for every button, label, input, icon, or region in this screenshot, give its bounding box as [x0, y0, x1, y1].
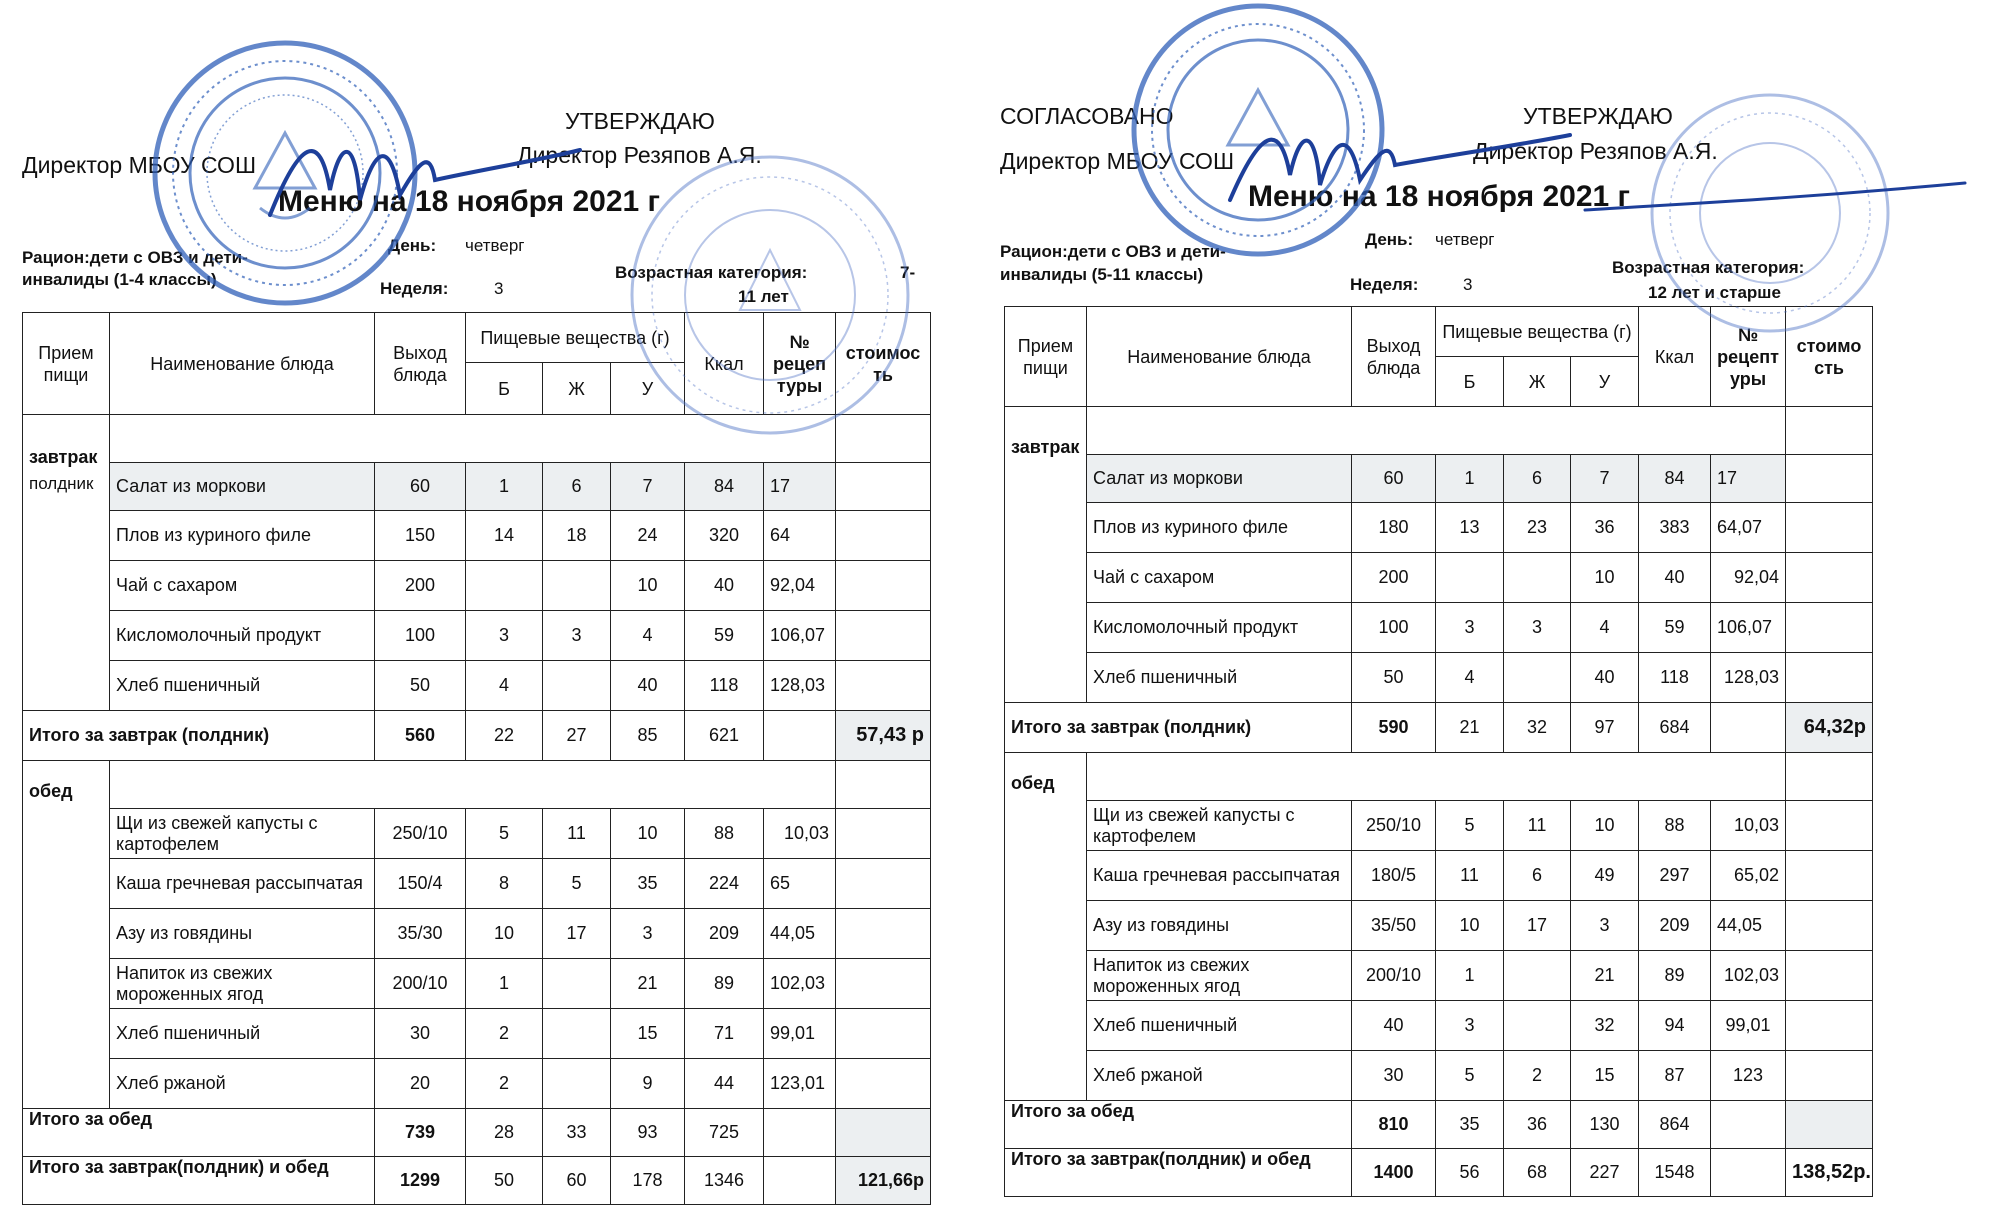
yield-value: 590 [1352, 703, 1436, 753]
kcal-value: 88 [1639, 801, 1711, 851]
day-value: четверг [1435, 230, 1495, 249]
dish-name: Кисломолочный продукт [1087, 603, 1352, 653]
carbs-value: 85 [611, 711, 685, 761]
recipe-value: 92,04 [764, 561, 836, 611]
carbs-value: 35 [611, 859, 685, 909]
total-label: Итого за завтрак (полдник) [1005, 703, 1352, 753]
recipe-value: 17 [764, 463, 836, 511]
menu-table [22, 312, 931, 1205]
carbs-value: 4 [611, 611, 685, 661]
recipe-value: 65,02 [1711, 851, 1786, 901]
meal-cell-breakfast [23, 415, 110, 711]
menu-page-left [0, 0, 960, 1220]
dish-name: Напиток из свежих мороженных ягод [1087, 951, 1352, 1001]
recipe-value: 106,07 [1711, 603, 1786, 653]
recipe-value: 102,03 [1711, 951, 1786, 1001]
week-label: Неделя: [380, 279, 449, 298]
table-row [1005, 455, 1873, 503]
protein-value: 3 [1436, 1001, 1504, 1051]
header-protein: Б [1436, 357, 1504, 407]
fat-value: 3 [543, 611, 611, 661]
carbs-value: 15 [1571, 1051, 1639, 1101]
fat-value: 11 [1504, 801, 1571, 851]
yield-value: 60 [375, 463, 466, 511]
recipe-value: 92,04 [1711, 553, 1786, 603]
table-row [23, 611, 931, 661]
week-value: 3 [1463, 275, 1473, 294]
fat-value: 60 [543, 1157, 611, 1205]
yield-value: 30 [1352, 1051, 1436, 1101]
dish-name: Азу из говядины [1087, 901, 1352, 951]
total-label: Итого за завтрак(полдник) и обед [1005, 1149, 1352, 1197]
fat-value: 68 [1504, 1149, 1571, 1197]
age-category-value: 7- [900, 263, 916, 282]
kcal-value: 88 [685, 809, 764, 859]
dish-name: Плов из куриного филе [1087, 503, 1352, 553]
yield-value: 50 [1352, 653, 1436, 703]
fat-value: 17 [543, 909, 611, 959]
protein-value: 8 [466, 859, 543, 909]
meal-label-lunch: обед [23, 761, 110, 1109]
recipe-value: 10,03 [1711, 801, 1786, 851]
fat-value: 6 [1504, 455, 1571, 503]
protein-value [1436, 553, 1504, 603]
header-meal: Прием пищи [1005, 307, 1087, 407]
dish-name: Хлеб ржаной [110, 1059, 375, 1109]
fat-value [1504, 1001, 1571, 1051]
protein-value: 5 [1436, 801, 1504, 851]
table-row [23, 859, 931, 909]
yield-value: 60 [1352, 455, 1436, 503]
protein-value: 5 [1436, 1051, 1504, 1101]
meal-label-breakfast: завтрак [29, 447, 98, 467]
protein-value: 2 [466, 1009, 543, 1059]
yield-value: 200 [1352, 553, 1436, 603]
kcal-value: 94 [1639, 1001, 1711, 1051]
kcal-value: 118 [685, 661, 764, 711]
ration-line-1: Рацион:дети с ОВЗ и дети- [22, 248, 248, 267]
grand-total-row [1005, 1149, 1873, 1197]
meal-label-lunch: обед [1005, 753, 1087, 1101]
protein-value: 14 [466, 511, 543, 561]
protein-value: 4 [466, 661, 543, 711]
kcal-value: 40 [1639, 553, 1711, 603]
carbs-value: 10 [611, 561, 685, 611]
fat-value: 23 [1504, 503, 1571, 553]
protein-value: 1 [1436, 951, 1504, 1001]
fat-value [543, 1009, 611, 1059]
age-category-value-2: 11 лет [738, 287, 789, 306]
table-row [1005, 503, 1873, 553]
fat-value: 6 [1504, 851, 1571, 901]
approve-label: УТВЕРЖДАЮ [565, 108, 715, 134]
table-row [1005, 901, 1873, 951]
protein-value: 3 [466, 611, 543, 661]
carbs-value: 7 [1571, 455, 1639, 503]
signature-stroke [1580, 175, 1970, 220]
total-cost [1786, 1101, 1873, 1149]
yield-value: 1299 [375, 1157, 466, 1205]
page-title: Меню на 18 ноября 2021 г [278, 185, 661, 218]
kcal-value: 1346 [685, 1157, 764, 1205]
kcal-value: 84 [1639, 455, 1711, 503]
director-school-label: Директор МБОУ СОШ [1000, 148, 1235, 174]
carbs-value: 130 [1571, 1101, 1639, 1149]
total-cost [836, 1109, 931, 1157]
kcal-value: 383 [1639, 503, 1711, 553]
recipe-value: 44,05 [764, 909, 836, 959]
yield-value: 200/10 [1352, 951, 1436, 1001]
protein-value: 10 [466, 909, 543, 959]
table-row [23, 1059, 931, 1109]
protein-value: 22 [466, 711, 543, 761]
kcal-value: 40 [685, 561, 764, 611]
school-round-stamp [1128, 0, 1388, 260]
dish-name: Салат из моркови [1087, 455, 1352, 503]
agreed-label: СОГЛАСОВАНО [1000, 103, 1174, 129]
dish-name: Чай с сахаром [110, 561, 375, 611]
yield-value: 35/30 [375, 909, 466, 959]
header-cost: стоимос ть [836, 313, 931, 415]
table-row [1005, 603, 1873, 653]
table-row [23, 463, 931, 511]
header-yield: Выход блюда [1352, 307, 1436, 407]
carbs-value: 32 [1571, 1001, 1639, 1051]
protein-value: 13 [1436, 503, 1504, 553]
carbs-value: 10 [1571, 801, 1639, 851]
dish-name: Каша гречневая рассыпчатая [110, 859, 375, 909]
header-protein: Б [466, 363, 543, 415]
kcal-value: 864 [1639, 1101, 1711, 1149]
fat-value: 33 [543, 1109, 611, 1157]
protein-value: 5 [466, 809, 543, 859]
protein-value: 35 [1436, 1101, 1504, 1149]
dish-name: Щи из свежей капусты с картофелем [1087, 801, 1352, 851]
dish-name: Кисломолочный продукт [110, 611, 375, 661]
fat-value: 27 [543, 711, 611, 761]
approve-label: УТВЕРЖДАЮ [1523, 103, 1673, 129]
yield-value: 40 [1352, 1001, 1436, 1051]
dish-name: Плов из куриного филе [110, 511, 375, 561]
ration-line-2: инвалиды (5-11 классы) [1000, 265, 1204, 284]
total-cost: 64,32р [1786, 703, 1873, 753]
ration-line-2: инвалиды (1-4 классы) [22, 270, 217, 289]
recipe-value: 17 [1711, 455, 1786, 503]
carbs-value: 40 [611, 661, 685, 711]
carbs-value: 24 [611, 511, 685, 561]
protein-value [466, 561, 543, 611]
dish-name: Хлеб пшеничный [1087, 653, 1352, 703]
table-row [1005, 851, 1873, 901]
director-name-label: Директор Резяпов А.Я. [517, 142, 762, 168]
ration-line-1: Рацион:дети с ОВЗ и дети- [1000, 242, 1226, 261]
recipe-value: 128,03 [1711, 653, 1786, 703]
fat-value [1504, 653, 1571, 703]
protein-value: 21 [1436, 703, 1504, 753]
dish-name: Хлеб пшеничный [1087, 1001, 1352, 1051]
kcal-value: 621 [685, 711, 764, 761]
dish-name: Салат из моркови [110, 463, 375, 511]
carbs-value: 15 [611, 1009, 685, 1059]
table-row [1005, 1051, 1873, 1101]
breakfast-total-row [23, 711, 931, 761]
day-label: День: [388, 236, 437, 255]
table-row [1005, 653, 1873, 703]
carbs-value: 21 [1571, 951, 1639, 1001]
header-dish: Наименование блюда [1087, 307, 1352, 407]
fat-value [543, 1059, 611, 1109]
carbs-value: 9 [611, 1059, 685, 1109]
yield-value: 30 [375, 1009, 466, 1059]
dish-name: Каша гречневая рассыпчатая [1087, 851, 1352, 901]
director-name-label: Директор Резяпов А.Я. [1473, 138, 1718, 164]
protein-value: 28 [466, 1109, 543, 1157]
fat-value [1504, 951, 1571, 1001]
meal-label-snack: полдник [29, 474, 94, 493]
age-category-value: 12 лет и старше [1648, 283, 1781, 302]
protein-value: 56 [1436, 1149, 1504, 1197]
recipe-value: 64,07 [1711, 503, 1786, 553]
header-nutrients: Пищевые вещества (г) [1436, 307, 1639, 357]
week-value: 3 [494, 279, 504, 298]
yield-value: 200 [375, 561, 466, 611]
kcal-value: 44 [685, 1059, 764, 1109]
kcal-value: 118 [1639, 653, 1711, 703]
yield-value: 150 [375, 511, 466, 561]
day-label: День: [1365, 230, 1414, 249]
menu-page-right [980, 0, 1980, 1220]
table-row [23, 511, 931, 561]
dish-name: Напиток из свежих мороженных ягод [110, 959, 375, 1009]
carbs-value: 49 [1571, 851, 1639, 901]
header-recipe: № рецепт уры [1711, 307, 1786, 407]
yield-value: 180 [1352, 503, 1436, 553]
fat-value: 3 [1504, 603, 1571, 653]
yield-value: 100 [375, 611, 466, 661]
carbs-value: 36 [1571, 503, 1639, 553]
age-category-label: Возрастная категория: [615, 263, 808, 282]
total-cost: 121,66р [836, 1157, 931, 1205]
fat-value: 6 [543, 463, 611, 511]
header-cost: стоимо сть [1786, 307, 1873, 407]
protein-value: 1 [1436, 455, 1504, 503]
yield-value: 150/4 [375, 859, 466, 909]
carbs-value: 40 [1571, 653, 1639, 703]
fat-value: 32 [1504, 703, 1571, 753]
recipe-value: 106,07 [764, 611, 836, 661]
yield-value: 180/5 [1352, 851, 1436, 901]
fat-value: 36 [1504, 1101, 1571, 1149]
kcal-value: 725 [685, 1109, 764, 1157]
page-title: Меню на 18 ноября 2021 г [1248, 180, 1631, 213]
table-row [23, 959, 931, 1009]
kcal-value: 59 [1639, 603, 1711, 653]
fat-value: 18 [543, 511, 611, 561]
kcal-value: 209 [1639, 901, 1711, 951]
carbs-value: 10 [1571, 553, 1639, 603]
day-value: четверг [465, 236, 525, 255]
recipe-value: 65 [764, 859, 836, 909]
kcal-value: 89 [1639, 951, 1711, 1001]
carbs-value: 3 [1571, 901, 1639, 951]
week-label: Неделя: [1350, 275, 1419, 294]
carbs-value: 97 [1571, 703, 1639, 753]
fat-value: 17 [1504, 901, 1571, 951]
table-row [1005, 1001, 1873, 1051]
recipe-value: 123 [1711, 1051, 1786, 1101]
yield-value: 200/10 [375, 959, 466, 1009]
yield-value: 250/10 [1352, 801, 1436, 851]
carbs-value: 4 [1571, 603, 1639, 653]
header-carbs: У [611, 363, 685, 415]
kcal-value: 297 [1639, 851, 1711, 901]
carbs-value: 21 [611, 959, 685, 1009]
director-school-label: Директор МБОУ СОШ [22, 152, 257, 178]
table-row [23, 809, 931, 859]
fat-value [543, 661, 611, 711]
header-meal: Прием пищи [23, 313, 110, 415]
grand-total-row [23, 1157, 931, 1205]
header-carbs: У [1571, 357, 1639, 407]
fat-value [1504, 553, 1571, 603]
protein-value: 1 [466, 959, 543, 1009]
yield-value: 20 [375, 1059, 466, 1109]
kcal-value: 1548 [1639, 1149, 1711, 1197]
protein-value: 10 [1436, 901, 1504, 951]
carbs-value: 10 [611, 809, 685, 859]
fat-value: 2 [1504, 1051, 1571, 1101]
recipe-value: 99,01 [764, 1009, 836, 1059]
kcal-value: 84 [685, 463, 764, 511]
header-fat: Ж [543, 363, 611, 415]
dish-name: Хлеб пшеничный [110, 1009, 375, 1059]
carbs-value: 178 [611, 1157, 685, 1205]
header-dish: Наименование блюда [110, 313, 375, 415]
dish-name: Азу из говядины [110, 909, 375, 959]
total-label: Итого за обед [23, 1109, 375, 1157]
breakfast-total-row [1005, 703, 1873, 753]
yield-value: 1400 [1352, 1149, 1436, 1197]
kcal-value: 209 [685, 909, 764, 959]
total-label: Итого за завтрак (полдник) [23, 711, 375, 761]
yield-value: 35/50 [1352, 901, 1436, 951]
carbs-value: 93 [611, 1109, 685, 1157]
yield-value: 739 [375, 1109, 466, 1157]
carbs-value: 227 [1571, 1149, 1639, 1197]
protein-value: 2 [466, 1059, 543, 1109]
yield-value: 560 [375, 711, 466, 761]
lunch-total-row [23, 1109, 931, 1157]
header-kcal: Ккал [685, 313, 764, 415]
yield-value: 250/10 [375, 809, 466, 859]
kcal-value: 320 [685, 511, 764, 561]
table-row [1005, 553, 1873, 603]
carbs-value: 7 [611, 463, 685, 511]
total-label: Итого за обед [1005, 1101, 1352, 1149]
protein-value: 4 [1436, 653, 1504, 703]
yield-value: 100 [1352, 603, 1436, 653]
carbs-value: 3 [611, 909, 685, 959]
dish-name: Хлеб пшеничный [110, 661, 375, 711]
table-row [23, 561, 931, 611]
protein-value: 11 [1436, 851, 1504, 901]
recipe-value: 102,03 [764, 959, 836, 1009]
fat-value [543, 959, 611, 1009]
header-recipe: № рецеп туры [764, 313, 836, 415]
table-row [1005, 951, 1873, 1001]
recipe-value: 123,01 [764, 1059, 836, 1109]
kcal-value: 89 [685, 959, 764, 1009]
header-fat: Ж [1504, 357, 1571, 407]
meal-label-breakfast: завтрак [1005, 407, 1087, 703]
kcal-value: 224 [685, 859, 764, 909]
kcal-value: 684 [1639, 703, 1711, 753]
recipe-value: 128,03 [764, 661, 836, 711]
fat-value: 5 [543, 859, 611, 909]
yield-value: 50 [375, 661, 466, 711]
table-row [23, 661, 931, 711]
fat-value: 11 [543, 809, 611, 859]
kcal-value: 59 [685, 611, 764, 661]
header-kcal: Ккал [1639, 307, 1711, 407]
total-cost: 57,43 р [836, 711, 931, 761]
dish-name: Чай с сахаром [1087, 553, 1352, 603]
kcal-value: 87 [1639, 1051, 1711, 1101]
menu-table [1004, 306, 1873, 1197]
fat-value [543, 561, 611, 611]
total-label: Итого за завтрак(полдник) и обед [23, 1157, 375, 1205]
total-cost: 138,52р. [1786, 1149, 1873, 1197]
dish-name: Хлеб ржаной [1087, 1051, 1352, 1101]
recipe-value: 10,03 [764, 809, 836, 859]
table-row [23, 909, 931, 959]
recipe-value: 99,01 [1711, 1001, 1786, 1051]
dish-name: Щи из свежей капусты с картофелем [110, 809, 375, 859]
lunch-total-row [1005, 1101, 1873, 1149]
header-yield: Выход блюда [375, 313, 466, 415]
header-nutrients: Пищевые вещества (г) [466, 313, 685, 363]
kcal-value: 71 [685, 1009, 764, 1059]
table-row [23, 1009, 931, 1059]
recipe-value: 64 [764, 511, 836, 561]
protein-value: 1 [466, 463, 543, 511]
protein-value: 50 [466, 1157, 543, 1205]
recipe-value: 44,05 [1711, 901, 1786, 951]
table-row [1005, 801, 1873, 851]
yield-value: 810 [1352, 1101, 1436, 1149]
age-category-label: Возрастная категория: [1612, 258, 1805, 277]
protein-value: 3 [1436, 603, 1504, 653]
